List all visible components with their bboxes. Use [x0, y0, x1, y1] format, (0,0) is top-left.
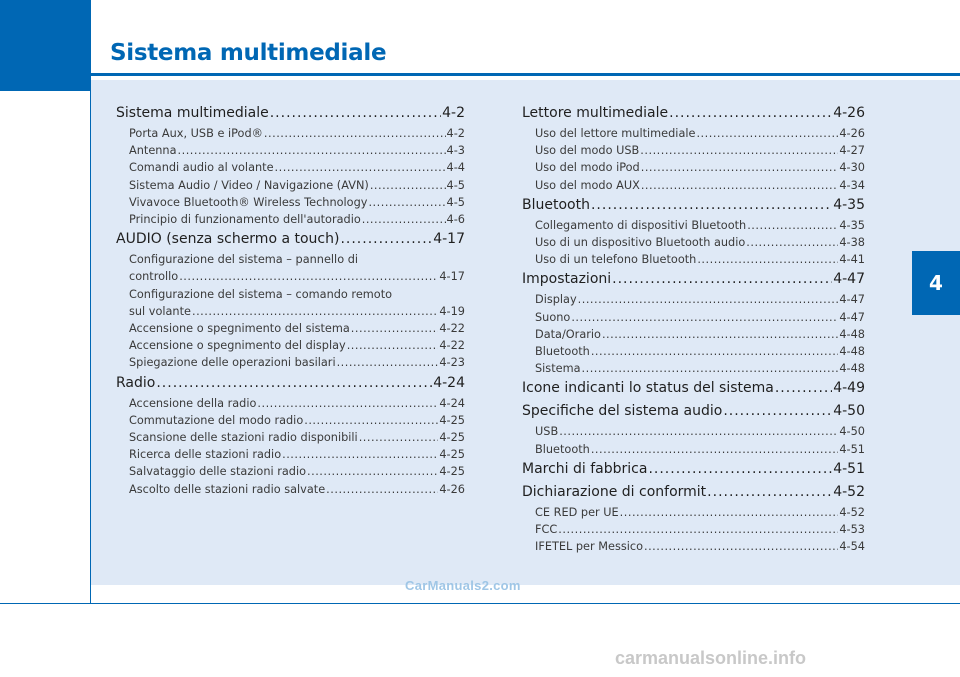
toc-section-heading[interactable] — [116, 102, 465, 125]
toc-entry-title: Bluetooth — [535, 345, 590, 359]
leader-dots — [707, 481, 832, 504]
toc-right-column — [522, 102, 865, 555]
leader-dots — [304, 412, 438, 429]
leader-dots — [641, 159, 839, 176]
toc-entry-page: 4-23 — [439, 356, 465, 370]
footer-watermark: carmanualsonline.info — [615, 648, 807, 668]
toc-section-heading-page: 4-52 — [833, 483, 865, 500]
header-rule — [91, 73, 960, 76]
toc-entry-page: 4-25 — [439, 431, 465, 445]
leader-dots — [370, 177, 446, 194]
toc-entry-title: Data/Orario — [535, 327, 601, 341]
toc-section-heading[interactable] — [522, 268, 865, 291]
toc-entry-title: Uso del modo AUX — [535, 178, 640, 192]
leader-dots — [591, 441, 839, 458]
toc-entry-title: Salvataggio delle stazioni radio — [129, 465, 307, 479]
toc-entry-page: 4-24 — [439, 396, 465, 410]
toc-entry[interactable] — [116, 125, 465, 142]
toc-entry[interactable] — [522, 125, 865, 142]
toc-entry[interactable] — [116, 177, 465, 194]
toc-entry-title: Ricerca delle stazioni radio — [129, 448, 282, 462]
leader-dots — [347, 337, 439, 354]
toc-section-heading[interactable] — [116, 228, 465, 251]
toc-entry-title: Bluetooth — [535, 442, 590, 456]
toc-entry-page: 4-26 — [439, 482, 465, 496]
toc-section-heading[interactable] — [116, 372, 465, 395]
toc-entry-page: 4-25 — [439, 413, 465, 427]
leader-dots — [192, 303, 438, 320]
toc-section — [522, 400, 865, 457]
toc-entry[interactable] — [522, 326, 865, 343]
toc-entry[interactable] — [522, 504, 865, 521]
toc-entry-page: 4-34 — [839, 178, 865, 192]
toc-entry[interactable] — [116, 320, 465, 337]
toc-section-heading-title: Radio — [116, 374, 156, 391]
leader-dots — [359, 429, 439, 446]
leader-dots — [640, 142, 838, 159]
toc-entry[interactable] — [116, 142, 465, 159]
toc-entry-title: Accensione o spegnimento del sistema — [129, 322, 350, 336]
toc-section — [522, 377, 865, 400]
toc-entry[interactable] — [116, 395, 465, 412]
toc-section-heading-page: 4-2 — [442, 105, 465, 121]
leader-dots — [571, 309, 838, 326]
leader-dots — [362, 211, 446, 228]
leader-dots — [641, 177, 839, 194]
toc-entry-page: 4-27 — [839, 144, 865, 158]
toc-entry[interactable] — [522, 217, 865, 234]
toc-section-heading-page: 4-26 — [833, 105, 865, 121]
leader-dots — [368, 194, 445, 211]
toc-entry-title: Uso di un telefono Bluetooth — [535, 253, 697, 267]
toc-section-heading-page: 4-24 — [433, 374, 465, 391]
chapter-tab[interactable]: 4 — [912, 251, 960, 315]
toc-entry-title: Sistema — [535, 362, 581, 376]
toc-entry-title: Comandi audio al volante — [129, 161, 274, 175]
toc-section-heading[interactable] — [522, 481, 865, 504]
toc-section — [116, 372, 465, 498]
toc-entry-line[interactable] — [116, 251, 465, 268]
toc-section-heading-title: Marchi di fabbrica — [522, 460, 648, 477]
toc-entry-title: Sistema Audio / Video / Navigazione (AVN) — [129, 178, 369, 192]
toc-entry-page: 4-30 — [839, 161, 865, 175]
toc-entry-page: 4-52 — [839, 505, 865, 519]
sidebar-divider — [90, 0, 91, 604]
toc-section-heading-title: AUDIO (senza schermo a touch) — [116, 231, 340, 248]
leader-dots — [156, 372, 432, 395]
leader-dots — [582, 360, 839, 377]
toc-entry-title: Spiegazione delle operazioni basilari — [129, 356, 336, 370]
toc-section — [522, 481, 865, 556]
toc-section-heading-title: Icone indicanti lo status del sistema — [522, 380, 774, 397]
toc-entry[interactable] — [522, 521, 865, 538]
toc-section-heading-title: Lettore multimediale — [522, 105, 669, 121]
watermark: CarManuals2.com — [405, 578, 521, 593]
toc-entry-title: Configurazione del sistema – comando remoto — [129, 287, 393, 301]
toc-entry-title: Accensione della radio — [129, 396, 257, 410]
toc-entry-title: Accensione o spegnimento del display — [129, 339, 346, 353]
toc-section-heading[interactable] — [522, 102, 865, 125]
toc-entry[interactable] — [522, 234, 865, 251]
leader-dots — [696, 125, 838, 142]
toc-entry-page: 4-48 — [839, 362, 865, 376]
toc-section — [116, 228, 465, 371]
toc-entry-page: 4-4 — [446, 161, 465, 175]
toc-entry[interactable] — [116, 481, 465, 498]
toc-entry-page: 4-19 — [439, 304, 465, 318]
toc-entry-page: 4-26 — [839, 127, 865, 140]
leader-dots — [644, 538, 838, 555]
toc-entry-page: 4-22 — [439, 322, 465, 336]
toc-section — [522, 268, 865, 377]
toc-entry-title: Antenna — [129, 144, 177, 158]
toc-entry-title: Porta Aux, USB e iPod® — [129, 127, 263, 140]
leader-dots — [337, 354, 439, 371]
leader-dots — [559, 423, 838, 440]
toc-entry[interactable] — [116, 211, 465, 228]
toc-entry-page: 4-25 — [439, 448, 465, 462]
toc-entry-title: Display — [535, 293, 577, 307]
leader-dots — [723, 400, 832, 423]
toc-entry-page: 4-35 — [839, 218, 865, 232]
toc-entry[interactable] — [116, 194, 465, 211]
toc-entry-page: 4-47 — [839, 310, 865, 324]
toc-entry-title: Uso del modo USB — [535, 144, 640, 158]
toc-entry-page: 4-6 — [446, 213, 465, 227]
toc-entry-title: Principio di funzionamento dell'autoradio — [129, 213, 361, 227]
toc-entry-title: Suono — [535, 310, 571, 324]
toc-entry[interactable] — [522, 159, 865, 176]
toc-entry-page: 4-48 — [839, 345, 865, 359]
toc-entry-page: 4-5 — [446, 195, 465, 209]
toc-entry-title: USB — [535, 425, 559, 439]
toc-entry-page: 4-48 — [839, 327, 865, 341]
leader-dots — [591, 194, 832, 217]
toc-section-heading[interactable] — [522, 458, 865, 481]
toc-section — [522, 194, 865, 269]
toc-entry[interactable] — [116, 303, 465, 320]
toc-entry-title: Uso del modo iPod — [535, 161, 640, 175]
toc-section-heading[interactable] — [522, 400, 865, 423]
leader-dots — [602, 326, 838, 343]
toc-entry[interactable] — [522, 441, 865, 458]
toc-section — [116, 102, 465, 228]
leader-dots — [307, 463, 438, 480]
toc-entry[interactable] — [522, 423, 865, 440]
toc-entry[interactable] — [116, 412, 465, 429]
toc-entry-title: CE RED per UE — [535, 505, 619, 519]
toc-entry[interactable] — [522, 177, 865, 194]
toc-entry[interactable] — [116, 463, 465, 480]
page-title: Sistema multimediale — [110, 40, 387, 66]
leader-dots — [179, 268, 438, 285]
toc-section-heading-title: Bluetooth — [522, 196, 590, 213]
leader-dots — [746, 234, 838, 251]
toc-section-heading-page: 4-51 — [833, 460, 865, 477]
toc-entry[interactable] — [522, 343, 865, 360]
toc-section-heading-page: 4-49 — [833, 380, 865, 397]
toc-entry[interactable] — [522, 142, 865, 159]
toc-section — [522, 458, 865, 481]
leader-dots — [257, 395, 438, 412]
toc-left-column — [116, 102, 465, 498]
toc-entry-page: 4-17 — [439, 270, 465, 284]
toc-entry-page: 4-2 — [446, 127, 465, 140]
leader-dots — [340, 228, 432, 251]
toc-entry-page: 4-38 — [839, 236, 865, 250]
toc-entry[interactable] — [116, 429, 465, 446]
toc-entry-title: Ascolto delle stazioni radio salvate — [129, 482, 326, 496]
leader-dots — [178, 142, 446, 159]
leader-dots — [620, 504, 839, 521]
toc-section-heading-page: 4-35 — [833, 196, 865, 213]
toc-entry[interactable] — [116, 446, 465, 463]
toc-section-heading-title: Dichiarazione di conformit — [522, 483, 707, 500]
toc-entry-page: 4-25 — [439, 465, 465, 479]
leader-dots — [558, 521, 838, 538]
leader-dots — [282, 446, 438, 463]
toc-entry[interactable] — [522, 251, 865, 268]
toc-section-heading-title: Specifiche del sistema audio — [522, 403, 723, 420]
leader-dots — [591, 343, 839, 360]
toc-entry-page: 4-51 — [839, 442, 865, 456]
toc-entry-title: Commutazione del modo radio — [129, 413, 304, 427]
bottom-rule — [0, 603, 960, 604]
toc-entry[interactable] — [116, 268, 465, 285]
leader-dots — [275, 159, 446, 176]
toc-entry-page: 4-54 — [839, 540, 865, 554]
toc-section-heading[interactable] — [522, 194, 865, 217]
toc-section-heading-title: Sistema multimediale — [116, 105, 269, 121]
leader-dots — [578, 291, 839, 308]
leader-dots — [697, 251, 838, 268]
corner-block — [0, 0, 91, 91]
toc-section-heading-page: 4-50 — [833, 403, 865, 420]
toc-section — [522, 102, 865, 194]
toc-entry-title: controllo — [129, 270, 179, 284]
leader-dots — [270, 102, 441, 125]
leader-dots — [648, 458, 832, 481]
toc-entry-title: Vivavoce Bluetooth® Wireless Technology — [129, 195, 368, 209]
toc-section-heading-title: Impostazioni — [522, 271, 612, 288]
toc-entry-page: 4-3 — [446, 144, 465, 158]
toc-entry-title: FCC — [535, 523, 558, 537]
toc-entry[interactable] — [116, 159, 465, 176]
toc-entry-page: 4-5 — [446, 178, 465, 192]
toc-section-heading-page: 4-47 — [833, 271, 865, 288]
leader-dots — [612, 268, 832, 291]
toc-section-heading-page: 4-17 — [433, 231, 465, 248]
toc-entry-title: IFETEL per Messico — [535, 540, 643, 554]
toc-entry-page: 4-22 — [439, 339, 465, 353]
toc-section-heading[interactable] — [522, 377, 865, 400]
toc-entry[interactable] — [116, 354, 465, 371]
toc-entry-title: Uso di un dispositivo Bluetooth audio — [535, 236, 746, 250]
toc-entry-title: sul volante — [129, 304, 191, 318]
toc-entry[interactable] — [522, 309, 865, 326]
toc-entry-page: 4-47 — [839, 293, 865, 307]
toc-entry-page: 4-50 — [839, 425, 865, 439]
toc-entry-title: Scansione delle stazioni radio disponibili — [129, 431, 358, 445]
toc-entry[interactable] — [522, 360, 865, 377]
toc-entry-title: Collegamento di dispositivi Bluetooth — [535, 218, 747, 232]
leader-dots — [747, 217, 838, 234]
toc-entry[interactable] — [522, 291, 865, 308]
leader-dots — [326, 481, 438, 498]
toc-entry[interactable] — [522, 538, 865, 555]
toc-entry-page: 4-53 — [839, 523, 865, 537]
leader-dots — [351, 320, 439, 337]
leader-dots — [264, 125, 446, 142]
toc-entry-title: Uso del lettore multimediale — [535, 127, 696, 140]
toc-entry-line[interactable] — [116, 286, 465, 303]
toc-entry-title: Configurazione del sistema – pannello di — [129, 253, 359, 267]
leader-dots — [775, 377, 832, 400]
leader-dots — [669, 102, 832, 125]
toc-entry-page: 4-41 — [839, 253, 865, 267]
toc-entry[interactable] — [116, 337, 465, 354]
